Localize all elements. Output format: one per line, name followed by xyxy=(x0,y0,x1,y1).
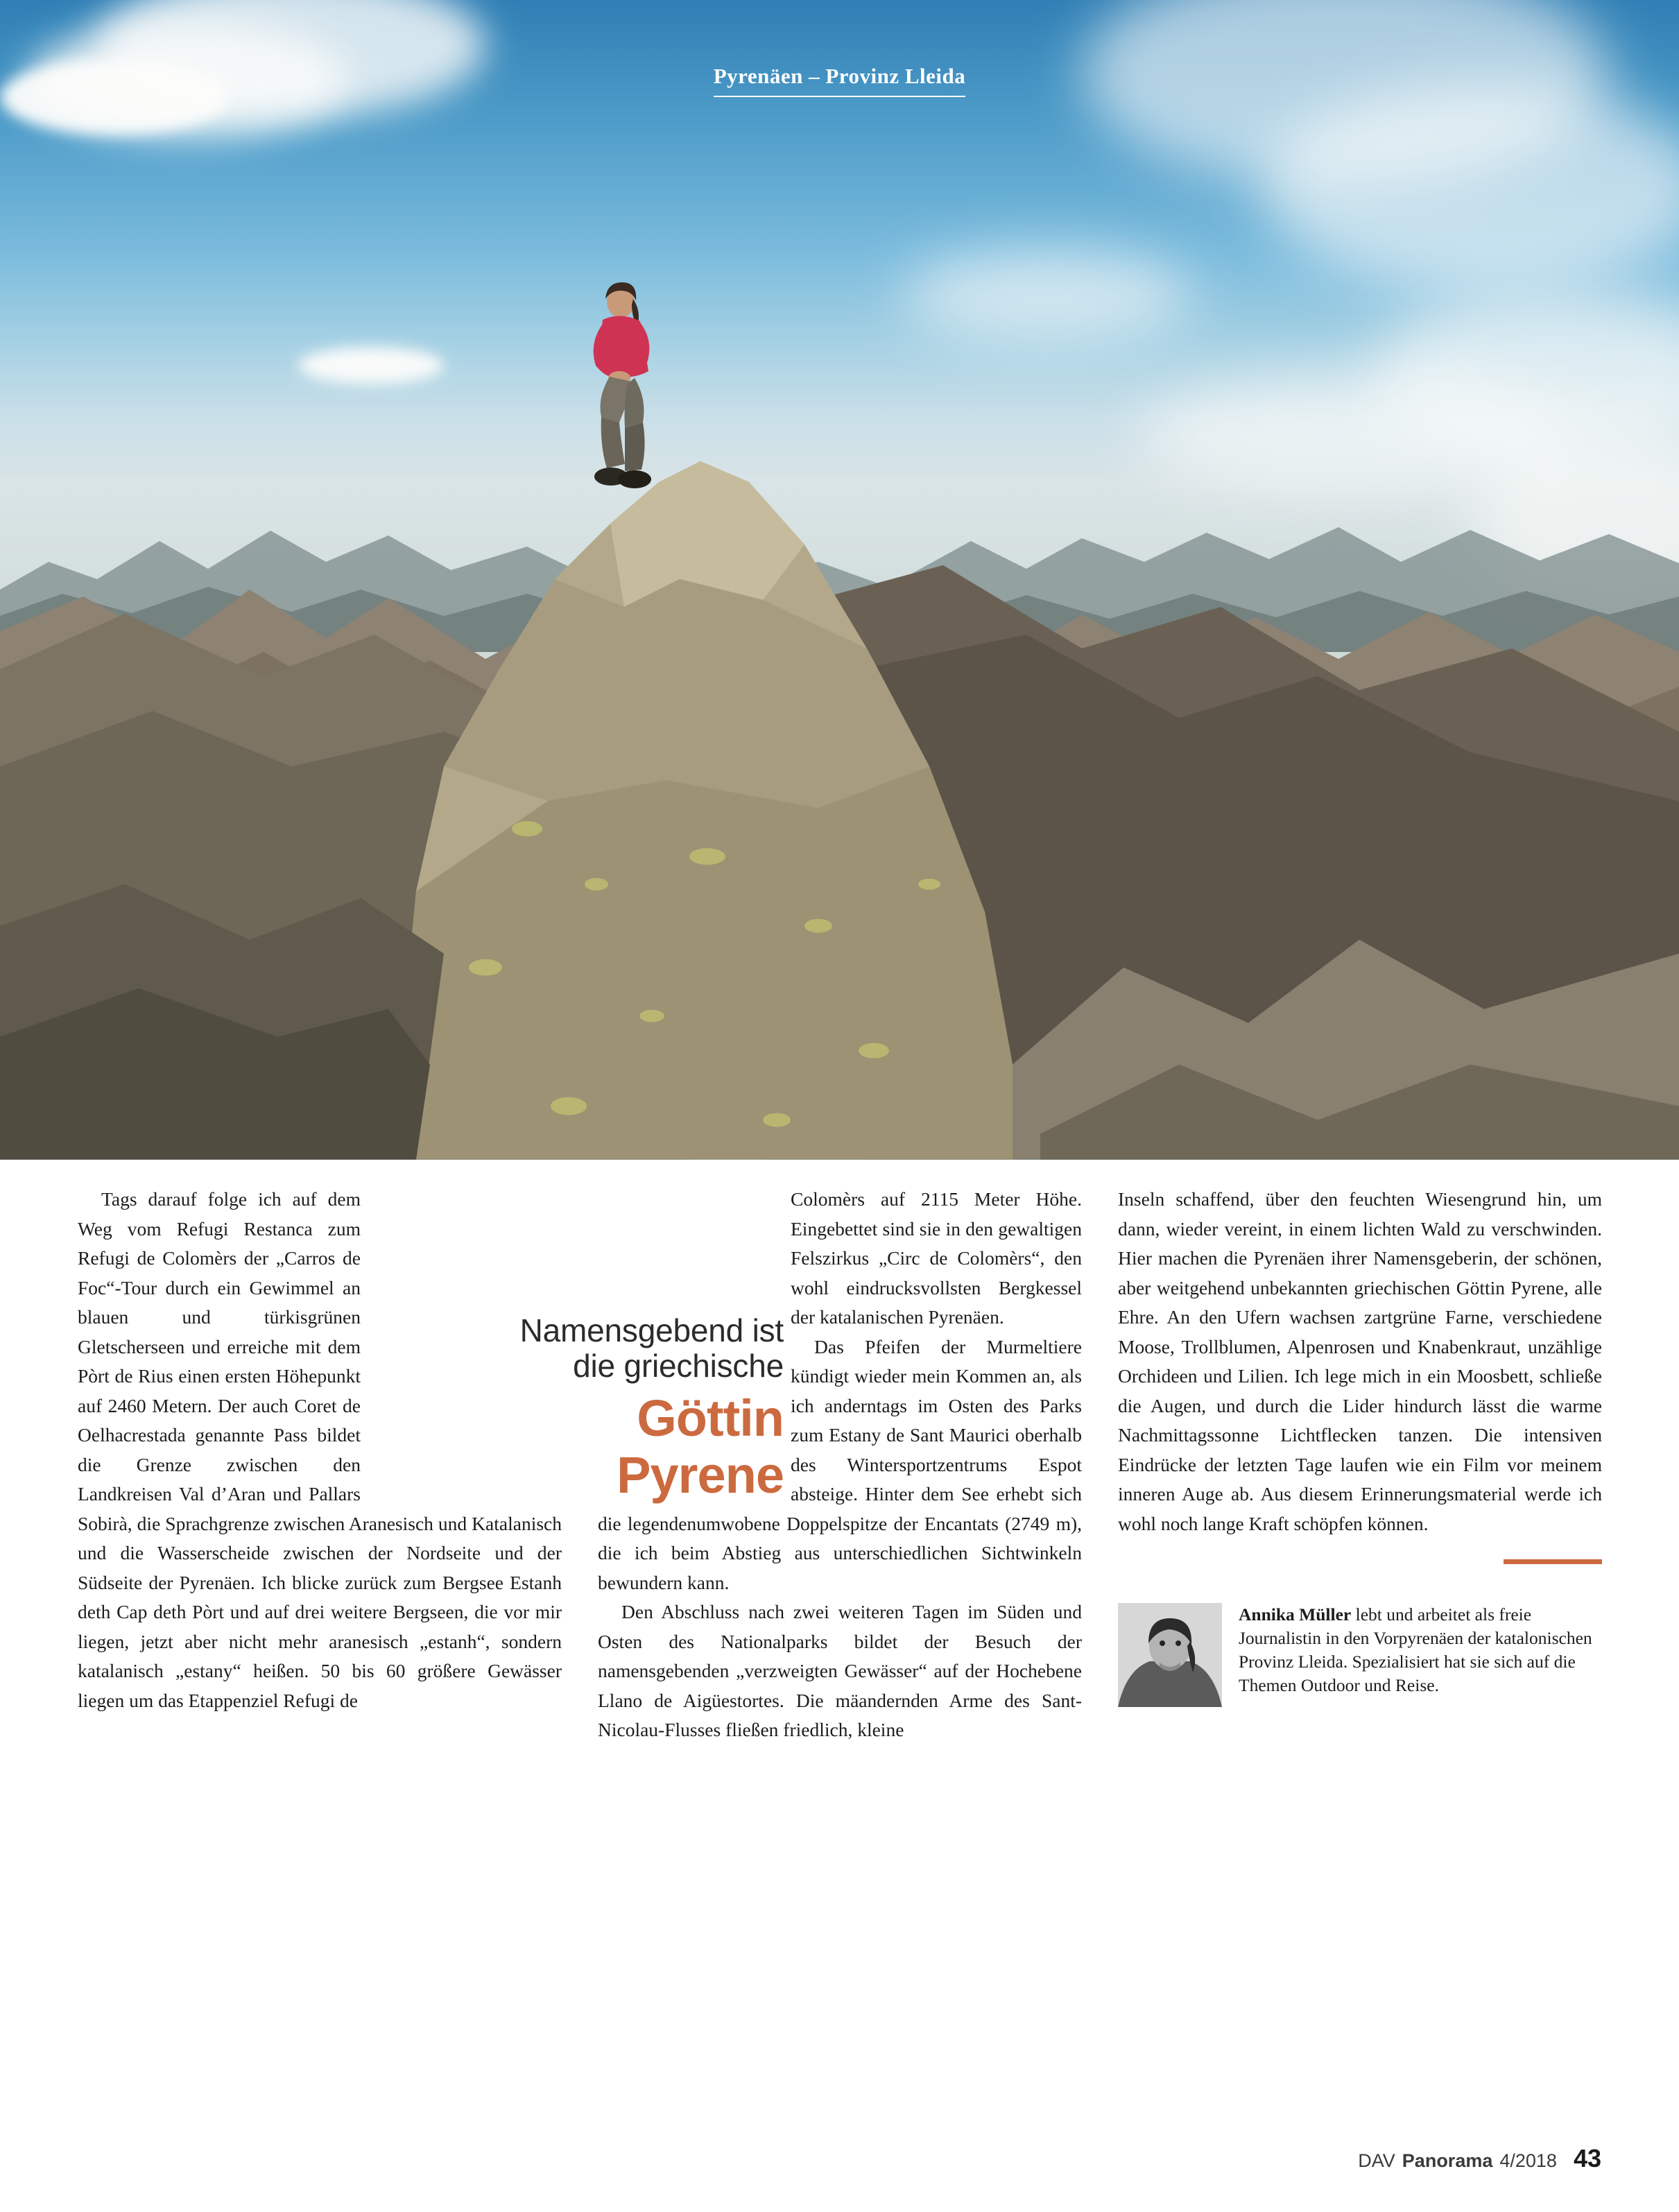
foreground-summit-rock xyxy=(0,440,1679,1160)
paragraph: Den Abschluss nach zwei weiteren Tagen im Süden und Osten des Nationalparks bildet der Besuch der namensgebenden „verzweigten Gewässer“ auf der Hochebene Llano de Aigüestortes. Die mäandernden Arme des Sant-Nicolau-Flusses fließen friedlich, kleine xyxy=(598,1601,1082,1740)
paragraph: Tags darauf folge ich auf dem Weg vom Refugi Restanca zum Refugi de Colomèrs der „Carros de Foc“-Tour durch ein Gewimmel an blauen und türkisgrünen Gletscherseen und erreiche mit dem Pòrt de Rius einen ersten Höhepunkt auf 2460 Metern. Der auch Coret de Oelhacrestada genannte Pass bildet die Grenze zwischen den Landkreisen Val d’Aran und Pallars Sobirà, die Sprachgrenze zwischen Aranesisch und Katalanisch und die Wasserscheide zwischen der Nordseite und der Südseite der Pyrenäen. Ich blicke zurück zum Bergsee Estanh deth Cap deth Pòrt und auf drei weitere Bergseen, die vor mir liegen, jetzt aber nicht mehr aranesisch „estanh“, sondern katalanisch „estany“ heißen. 50 bis 60 größere Gewässer liegen um das Etappenziel Refugi de xyxy=(78,1188,562,1711)
footer-issue: 4/2018 xyxy=(1499,2150,1557,2171)
cloud-shape xyxy=(902,250,1193,340)
pull-quote-line-2: die griechische xyxy=(573,1347,784,1384)
pull-quote-highlight-1: Göttin xyxy=(637,1389,784,1447)
footer-brand-prefix: DAV xyxy=(1358,2150,1395,2171)
text-columns xyxy=(78,1185,1603,1745)
page-footer xyxy=(1358,2144,1601,2173)
pull-quote-line-1: Namensgebend ist xyxy=(519,1312,784,1348)
footer-page-number: 43 xyxy=(1573,2144,1601,2172)
pull-quote-highlight-2: Pyrene xyxy=(617,1446,784,1504)
orange-divider xyxy=(1504,1559,1602,1564)
author-name: Annika Müller xyxy=(1239,1604,1352,1624)
hero-kicker-label: Pyrenäen – Provinz Lleida xyxy=(714,64,966,97)
pull-quote xyxy=(388,1314,784,1502)
hiker-figure xyxy=(565,274,676,503)
author-portrait xyxy=(1118,1603,1222,1707)
author-bio xyxy=(1118,1603,1602,1707)
author-description: lebt und arbeitet als freie Journalistin in den Vorpyrenäen der katalonischen Provinz Lleida. Spezialisiert hat sie sich auf die Themen Outdoor und Reise. xyxy=(1239,1604,1592,1695)
footer-brand-name: Panorama xyxy=(1402,2150,1493,2171)
author-text xyxy=(1239,1603,1602,1697)
cloud-shape xyxy=(298,347,444,384)
column-3 xyxy=(1118,1185,1602,1745)
paragraph: Colomèrs auf 2115 Meter Höhe. Eingebettet sind sie in den gewaltigen Felszirkus „Circ de Colomèrs“, den wohl eindrucksvollsten Bergkessel der katalanischen Pyrenäen. xyxy=(791,1188,1082,1328)
hero-kicker xyxy=(0,64,1679,97)
paragraph: Inseln schaffend, über den feuchten Wiesengrund hin, um dann, wieder vereint, in einem lichten Wald zu verschwinden. Hier machen die Pyrenäen ihrer Namensgeberin, der schönen, aber weitgehend unbekannten griechischen Göttin Pyrene, alle Ehre. An den Ufern wachsen zartgrüne Farne, verschiedene Moose, Trollblumen, Alpenrosen und Knabenkraut, unzählige Orchideen und Lilien. Ich lege mich in ein Moosbett, schließe die Augen, und durch die Lider hindurch lässt die warme Nachmittagssonne Lichtflecken tanzen. Die intensiven Eindrücke der letzten Tage laufen wie ein Film vor meinem inneren Auge ab. Aus diesem Erinnerungsmaterial werde ich wohl noch lange Kraft schöpfen können. xyxy=(1118,1188,1602,1534)
paragraph: Das Pfeifen der Murmeltiere kündigt wieder mein Kommen an, als ich anderntags im Osten des Parks zum Estany de Sant Maurici oberhalb des Wintersportzentrums Espot absteige. Hinter dem See erhebt sich die legendenumwobene Doppelspitze der Encantats (2749 m), die ich beim Abstieg aus unterschiedlichen Sichtwinkeln bewundern kann. xyxy=(598,1335,1082,1593)
article-body xyxy=(0,1160,1679,2212)
